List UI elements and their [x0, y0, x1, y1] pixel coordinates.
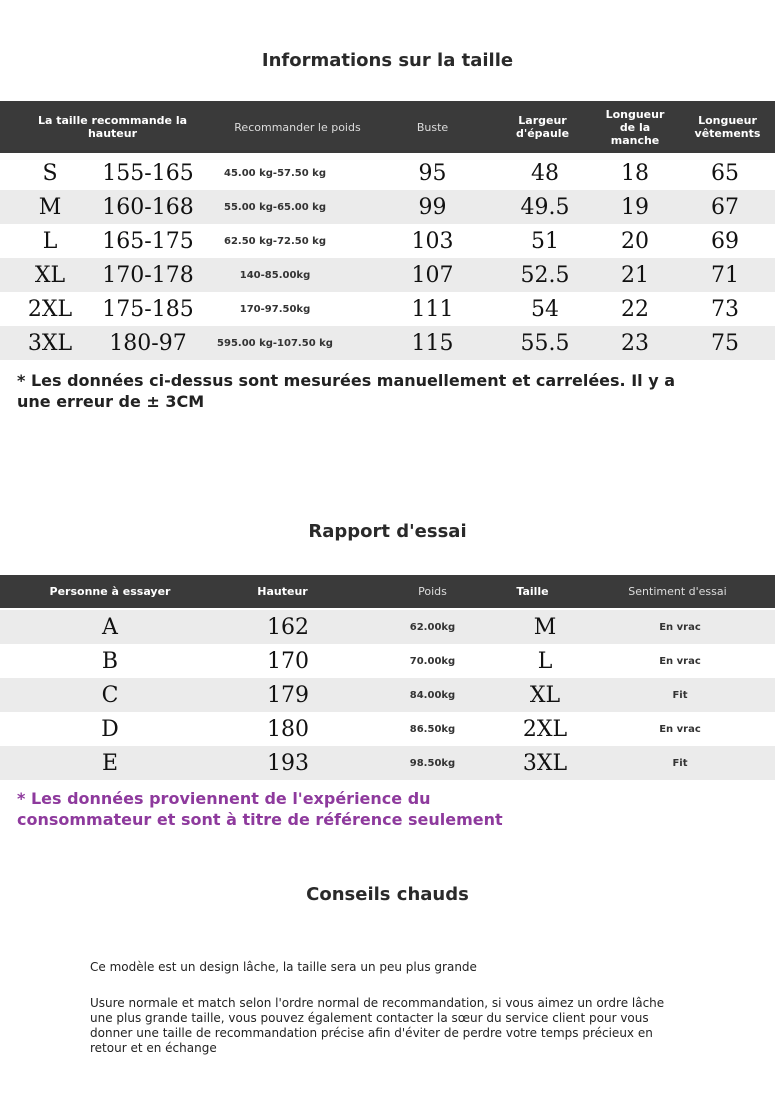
header-bust: Buste	[416, 120, 449, 134]
person-weight: 84.00kg	[409, 689, 456, 701]
person-weight: 98.50kg	[409, 757, 456, 769]
sleeve-value: 19	[621, 194, 649, 220]
header-height: Hauteur	[257, 585, 308, 598]
shoulder-value: 54	[531, 296, 559, 322]
person-size: 2XL	[522, 716, 568, 742]
shoulder-value: 49.5	[520, 194, 570, 220]
height-range: 165-175	[102, 228, 194, 254]
length-value: 73	[711, 296, 739, 322]
weight-range: 140-85.00kg	[239, 269, 311, 281]
trial-table-row	[0, 746, 775, 780]
person-label: D	[101, 716, 119, 742]
height-range: 170-178	[102, 262, 194, 288]
sleeve-value: 18	[621, 160, 649, 186]
bust-value: 115	[411, 330, 454, 356]
size-table-row	[0, 224, 775, 258]
size-table-row	[0, 292, 775, 326]
header-recommended-weight: Recommander le poids	[234, 120, 361, 134]
height-range: 155-165	[102, 160, 194, 186]
trial-table-header	[0, 575, 775, 608]
weight-range: 62.50 kg-72.50 kg	[224, 235, 326, 247]
size-label: 2XL	[27, 296, 73, 322]
sleeve-value: 20	[621, 228, 649, 254]
height-range: 175-185	[102, 296, 194, 322]
person-label: E	[101, 750, 119, 776]
person-weight: 86.50kg	[409, 723, 456, 735]
size-measurement-note: * Les données ci-dessus sont mesurées manuellement et carrelées. Il y a une erreur de ± 3CM	[17, 371, 675, 411]
person-size: 3XL	[522, 750, 568, 776]
trial-table-row	[0, 712, 775, 746]
person-height: 179	[267, 682, 309, 708]
sleeve-value: 21	[621, 262, 649, 288]
sleeve-value: 23	[621, 330, 649, 356]
size-label: XL	[34, 262, 66, 288]
tips-section-title: Conseils chauds	[306, 884, 469, 905]
trial-table-row	[0, 678, 775, 712]
trial-table-row	[0, 644, 775, 678]
bust-value: 99	[418, 194, 447, 220]
size-label: L	[42, 228, 58, 254]
header-shoulder-width: Largeur d'épaule	[515, 114, 570, 140]
person-height: 193	[267, 750, 309, 776]
trial-feeling: En vrac	[659, 655, 701, 667]
header-sleeve-length: Longueur de la manche	[605, 107, 665, 147]
size-label: M	[38, 194, 62, 220]
size-label: 3XL	[27, 330, 73, 356]
trial-feeling: Fit	[672, 689, 688, 701]
size-table-row	[0, 258, 775, 292]
length-value: 69	[711, 228, 739, 254]
header-trial-feeling: Sentiment d'essai	[628, 585, 727, 598]
header-person: Personne à essayer	[49, 585, 171, 598]
size-section-title: Informations sur la taille	[261, 50, 514, 71]
size-table-row	[0, 190, 775, 224]
tip-size-recommendation: Usure normale et match selon l'ordre normal de recommandation, si vous aimez un ordre lâche une plus grande taille, vous pouvez également contacter la sœur du service client pour vous donner une taille de recommandation précise afin d'éviter de perdre votre temps précieux en retour et en échange	[90, 996, 665, 1055]
person-size: XL	[529, 682, 561, 708]
trial-feeling: En vrac	[659, 723, 701, 735]
trial-consumer-note: * Les données proviennent de l'expérience du consommateur et sont à titre de référence seulement	[17, 789, 503, 829]
person-weight: 70.00kg	[409, 655, 456, 667]
length-value: 71	[711, 262, 739, 288]
length-value: 75	[711, 330, 739, 356]
header-weight: Poids	[418, 585, 447, 598]
bust-value: 107	[411, 262, 454, 288]
person-size: M	[533, 614, 557, 640]
header-garment-length: Longueur vêtements	[694, 114, 761, 140]
person-label: A	[102, 614, 118, 640]
person-height: 180	[267, 716, 309, 742]
person-size: L	[537, 648, 553, 674]
length-value: 67	[711, 194, 739, 220]
trial-feeling: En vrac	[659, 621, 701, 633]
shoulder-value: 51	[531, 228, 559, 254]
weight-range: 55.00 kg-65.00 kg	[224, 201, 326, 213]
bust-value: 111	[411, 296, 454, 322]
person-height: 170	[267, 648, 309, 674]
size-table-row	[0, 326, 775, 360]
person-label: B	[101, 648, 119, 674]
size-table-row	[0, 156, 775, 190]
trial-feeling: Fit	[672, 757, 688, 769]
person-height: 162	[267, 614, 309, 640]
weight-range: 45.00 kg-57.50 kg	[224, 167, 326, 179]
sleeve-value: 22	[621, 296, 649, 322]
header-size: Taille	[516, 585, 549, 598]
trial-table-row	[0, 610, 775, 644]
bust-value: 95	[418, 160, 447, 186]
person-label: C	[101, 682, 119, 708]
shoulder-value: 48	[531, 160, 559, 186]
trial-section-title: Rapport d'essai	[308, 521, 467, 542]
size-table-header	[0, 101, 775, 153]
shoulder-value: 52.5	[520, 262, 570, 288]
bust-value: 103	[411, 228, 454, 254]
length-value: 65	[711, 160, 739, 186]
size-label: S	[42, 160, 58, 186]
shoulder-value: 55.5	[520, 330, 570, 356]
height-range: 160-168	[102, 194, 194, 220]
header-recommended-height: La taille recommande la hauteur	[37, 114, 188, 140]
tip-loose-design: Ce modèle est un design lâche, la taille sera un peu plus grande	[90, 960, 477, 974]
weight-range: 170-97.50kg	[239, 303, 311, 315]
weight-range: 595.00 kg-107.50 kg	[217, 337, 333, 349]
person-weight: 62.00kg	[409, 621, 456, 633]
height-range: 180-97	[109, 330, 187, 356]
